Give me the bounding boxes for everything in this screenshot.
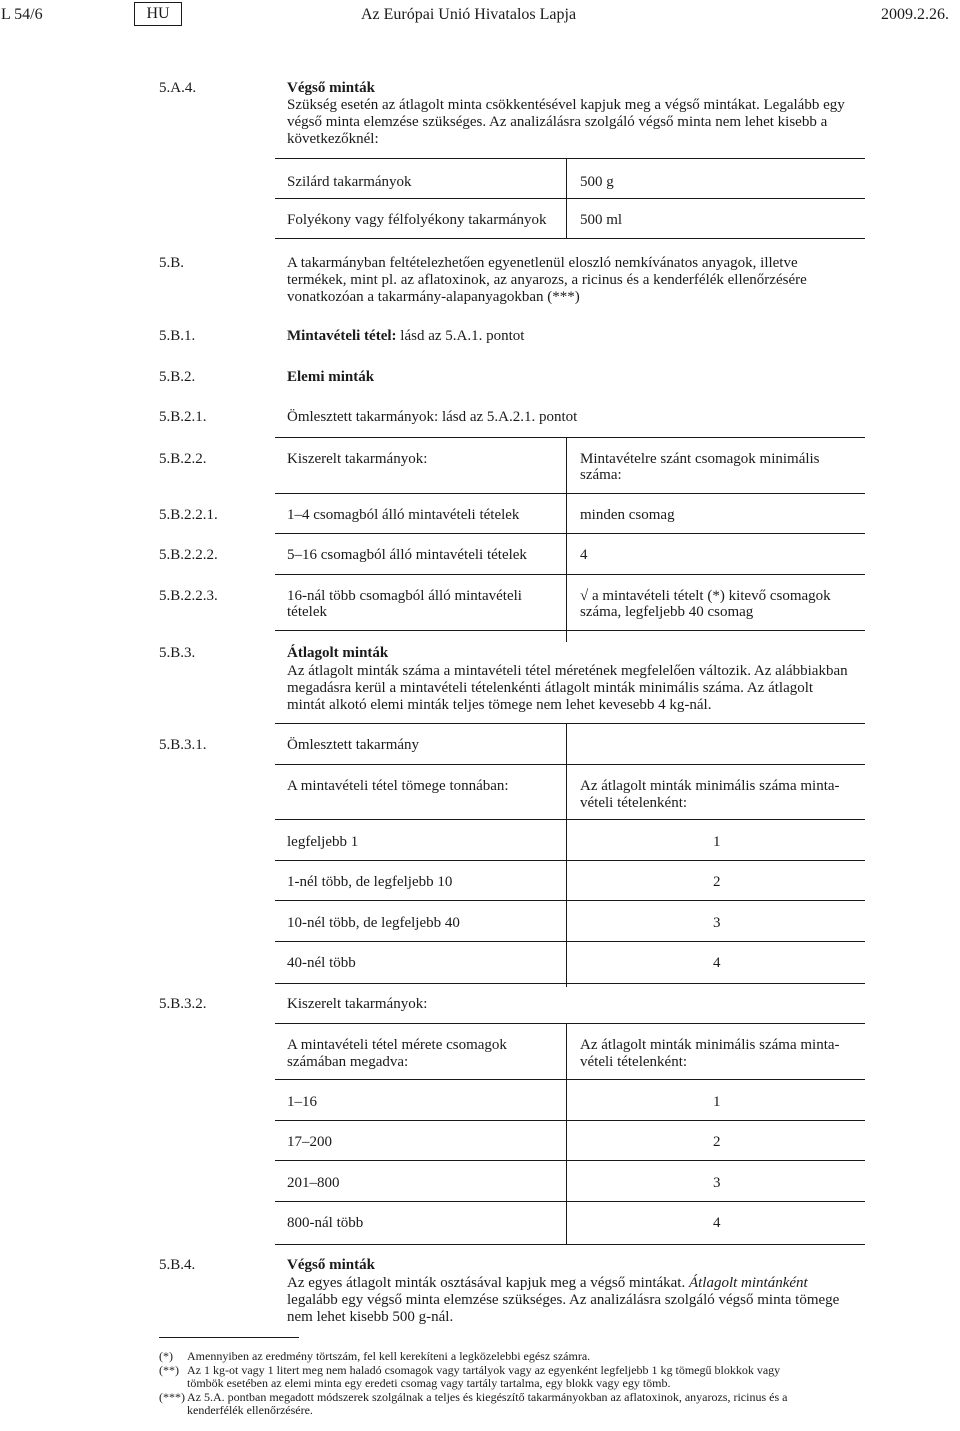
footnote-mark: (**): [159, 1363, 179, 1377]
section-title: Végső minták: [287, 80, 375, 96]
table-cell: Szilárd takarmányok: [287, 174, 412, 190]
paragraph-text: Az egyes átlagolt minták osztásával kapjuk meg a végső mintákat.: [287, 1275, 689, 1291]
section-number: 5.B.: [159, 255, 185, 271]
paragraph-line: Ömlesztett takarmányok: lásd az 5.A.2.1. pontot: [287, 409, 578, 425]
section-number: 5.B.3.: [159, 645, 196, 661]
section-number: 5.B.1.: [159, 328, 196, 344]
row-number: 5.B.2.2.1.: [159, 507, 218, 523]
table-header-cell: A mintavételi tétel tömege tonnában:: [287, 778, 509, 794]
table-cell: 5–16 csomagból álló mintavételi tételek: [287, 547, 527, 563]
table-cell: 4: [713, 955, 721, 971]
table-cell: 201–800: [287, 1175, 340, 1191]
paragraph-line: Szükség esetén az átlagolt minta csökkentésével kapjuk meg a végső mintákat. Legalább egy: [287, 97, 845, 113]
footnote-separator: [159, 1337, 299, 1338]
section-number: 5.B.3.2.: [159, 996, 207, 1012]
section-number: 5.B.3.1.: [159, 737, 207, 753]
table-cell: 1–4 csomagból álló mintavételi tételek: [287, 507, 520, 523]
footnote-text: kenderfélék ellenőrzésére.: [187, 1403, 313, 1417]
paragraph-line: [287, 328, 524, 344]
table-cell: 1: [713, 1094, 721, 1110]
table-cell: 4: [580, 547, 588, 563]
paragraph-line: Az átlagolt minták száma a mintavételi tétel méretének megfelelően változik. Az alábbiakban: [287, 663, 848, 679]
table-cell: 1: [713, 834, 721, 850]
table-header-cell: Mintavételre szánt csomagok minimális: [580, 451, 820, 467]
section-title: Végső minták: [287, 1257, 375, 1273]
table-header-cell: vételi tételenként:: [580, 1054, 688, 1070]
publication-date: 2009.2.26.: [881, 6, 949, 23]
table-cell: 3: [713, 1175, 721, 1191]
table-cell: √ a mintavételi tételt (*) kitevő csomagok: [580, 588, 831, 604]
paragraph-line: legalább egy végső minta elemzése szükséges. Az analizálásra szolgáló végső minta tömege: [287, 1292, 840, 1308]
footnote-mark: (*): [159, 1349, 173, 1363]
table-cell: 4: [713, 1215, 721, 1231]
footnote-mark: (***): [159, 1390, 185, 1404]
table-cell: Kiszerelt takarmányok:: [287, 451, 428, 467]
footnote-text: Az 5.A. pontban megadott módszerek szolgálnak a teljes és kiegészítő takarmányokban az aflatoxinok, anyarozs, ricinus és a: [187, 1390, 788, 1404]
table-cell: legfeljebb 1: [287, 834, 359, 850]
table-cell: 2: [713, 874, 721, 890]
table-cell: 40-nél több: [287, 955, 356, 971]
table-cell: 17–200: [287, 1134, 332, 1150]
table-cell: 1–16: [287, 1094, 317, 1110]
table-header-cell: A mintavételi tétel mérete csomagok: [287, 1037, 507, 1053]
term-text: lásd az 5.A.1. pontot: [396, 328, 525, 344]
paragraph-line: végső minta elemzése szükséges. Az analizálásra szolgáló végső minta nem lehet kisebb a: [287, 114, 828, 130]
table-cell: minden csomag: [580, 507, 675, 523]
section-number: 5.B.2.1.: [159, 409, 207, 425]
section-title: Átlagolt minták: [287, 645, 389, 661]
paragraph-line: nem lehet kisebb 500 g-nál.: [287, 1309, 454, 1325]
footnote-text: Az 1 kg-ot vagy 1 litert meg nem haladó csomagok vagy tartályok vagy az egyenként legfeljebb 1 kg tömegű blokkok vagy: [187, 1363, 781, 1377]
table-cell: Kiszerelt takarmányok:: [287, 996, 428, 1012]
table-cell: Ömlesztett takarmány: [287, 737, 420, 753]
table-header-cell: Az átlagolt minták minimális száma minta-: [580, 1037, 840, 1053]
table-cell: Folyékony vagy félfolyékony takarmányok: [287, 212, 547, 228]
paragraph-line: [287, 1275, 808, 1291]
table-cell: tételek: [287, 604, 327, 620]
paragraph-line: termékek, mint pl. az aflatoxinok, az anyarozs, a ricinus és a kenderfélék ellenőrzésére: [287, 272, 807, 288]
section-number: 5.B.2.2.: [159, 451, 207, 467]
paragraph-line: megadásra kerül a mintavételi tételenkénti átlagolt minták minimális száma. Az átlagolt: [287, 680, 814, 696]
section-number: 5.B.2.: [159, 369, 196, 385]
paragraph-line: vonatkozóan a takarmány-alapanyagokban (***): [287, 289, 580, 305]
language-badge: HU: [134, 2, 182, 26]
paragraph-line: A takarmányban feltételezhetően egyenetlenül eloszló nemkívánatos anyagok, illetve: [287, 255, 798, 271]
table-cell: 1-nél több, de legfeljebb 10: [287, 874, 453, 890]
paragraph-line: következőknél:: [287, 131, 379, 147]
table-cell: 2: [713, 1134, 721, 1150]
footnote-text: tömbök esetében az elemi minta egy eredeti csomag vagy tartály tartalma, egy blokk vagy egy tömb.: [187, 1376, 671, 1390]
table-cell: 3: [713, 915, 721, 931]
table-header-cell: száma:: [580, 467, 622, 483]
journal-title: Az Európai Unió Hivatalos Lapja: [361, 6, 577, 23]
table-cell: 16-nál több csomagból álló mintavételi: [287, 588, 522, 604]
table-header-cell: számában megadva:: [287, 1054, 409, 1070]
table-cell: 10-nél több, de legfeljebb 40: [287, 915, 460, 931]
page-reference: L 54/6: [1, 6, 43, 23]
section-number: 5.A.4.: [159, 80, 197, 96]
table-cell: 500 g: [580, 174, 614, 190]
table-cell: száma, legfeljebb 40 csomag: [580, 604, 754, 620]
table-cell: 800-nál több: [287, 1215, 364, 1231]
footnote-text: Amennyiben az eredmény törtszám, fel kell kerekíteni a legközelebbi egész számra.: [187, 1349, 591, 1363]
section-number: 5.B.4.: [159, 1257, 196, 1273]
term-label: Mintavételi tétel:: [287, 328, 397, 344]
emphasis-text: Átlagolt mintánként: [688, 1275, 808, 1291]
table-header-cell: vételi tételenként:: [580, 795, 688, 811]
paragraph-line: mintát alkotó elemi minták teljes tömege nem lehet kevesebb 4 kg-nál.: [287, 697, 712, 713]
table-header-cell: Az átlagolt minták minimális száma minta-: [580, 778, 840, 794]
section-title: Elemi minták: [287, 369, 375, 385]
row-number: 5.B.2.2.2.: [159, 547, 218, 563]
table-cell: 500 ml: [580, 212, 623, 228]
row-number: 5.B.2.2.3.: [159, 588, 218, 604]
